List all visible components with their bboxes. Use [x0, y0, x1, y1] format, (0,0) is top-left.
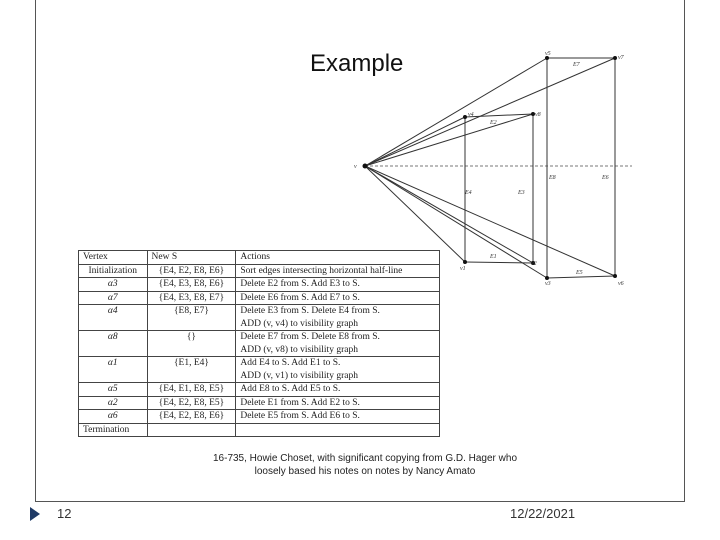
table-row-continued [79, 318, 440, 331]
cell-new-s: {E8, E7} [147, 305, 236, 318]
slide-caption [190, 452, 540, 478]
table-row-continued [79, 344, 440, 357]
cell-actions: ADD (v, v8) to visibility graph [236, 344, 440, 357]
edge-label: E4 [465, 190, 472, 196]
ray-line [365, 58, 615, 166]
vertex-label: v7 [618, 55, 624, 61]
cell-new-s: {E4, E1, E8, E5} [147, 383, 236, 397]
header-new-s: New S [147, 251, 236, 265]
cell-new-s: {E4, E3, E8, E6} [147, 278, 236, 292]
cell-new-s: {E4, E2, E8, E6} [147, 264, 236, 278]
ray-line [365, 166, 533, 263]
ray-line [365, 166, 465, 262]
table-row [79, 383, 440, 397]
cell-actions: Delete E3 from S. Delete E4 from S. [236, 305, 440, 318]
cell-new-s: {E4, E2, E8, E5} [147, 396, 236, 410]
page-number: 12 [57, 506, 72, 521]
table-row-continued [79, 370, 440, 383]
edge-label: E7 [573, 62, 580, 68]
cell-actions: ADD (v, v4) to visibility graph [236, 318, 440, 331]
ray-line [365, 117, 465, 166]
edge-line [465, 114, 533, 117]
cell-vertex: Termination [79, 423, 148, 437]
table-row [79, 278, 440, 292]
vertex-label: v4 [468, 112, 474, 118]
vertex-label: v1 [460, 266, 466, 272]
edge-label: E6 [602, 175, 609, 181]
cell-vertex: α4 [79, 305, 148, 318]
vertex-point [613, 56, 617, 60]
cell-vertex: α6 [79, 410, 148, 424]
cell-vertex: α7 [79, 291, 148, 305]
table-row [79, 264, 440, 278]
table-row [79, 331, 440, 344]
vertex-label: v [354, 164, 357, 170]
cell-empty [79, 344, 148, 357]
table-header-row [79, 251, 440, 265]
vertex-label: v2 [531, 261, 537, 267]
table-row [79, 357, 440, 370]
cell-actions [236, 423, 440, 437]
sweep-table [78, 250, 440, 437]
vertex-label: v6 [618, 281, 624, 287]
cell-empty [147, 370, 236, 383]
cell-vertex: α1 [79, 357, 148, 370]
cell-new-s: {E4, E2, E8, E6} [147, 410, 236, 424]
cell-vertex: α5 [79, 383, 148, 397]
table-row [79, 423, 440, 437]
edge-label: E1 [490, 254, 497, 260]
vertex-point [613, 274, 617, 278]
cell-new-s [147, 423, 236, 437]
slide-title: Example [310, 50, 404, 77]
cell-empty [79, 370, 148, 383]
edge-label: E2 [490, 120, 497, 126]
edge-label: E8 [549, 175, 556, 181]
edge-label: E3 [518, 190, 525, 196]
cell-vertex: Initialization [79, 264, 148, 278]
cell-vertex: α8 [79, 331, 148, 344]
cell-actions: Delete E2 from S. Add E3 to S. [236, 278, 440, 292]
cell-vertex: α3 [79, 278, 148, 292]
table-row [79, 410, 440, 424]
cell-vertex: α2 [79, 396, 148, 410]
cell-actions: Delete E6 from S. Add E7 to S. [236, 291, 440, 305]
cell-empty [79, 318, 148, 331]
cell-actions: Add E4 to S. Add E1 to S. [236, 357, 440, 370]
ray-line [365, 114, 533, 166]
edge-label: E5 [576, 270, 583, 276]
vertex-label: v5 [545, 51, 551, 57]
cell-actions: Delete E5 from S. Add E6 to S. [236, 410, 440, 424]
cell-new-s: {E4, E3, E8, E7} [147, 291, 236, 305]
cell-empty [147, 344, 236, 357]
table-row [79, 305, 440, 318]
vertex-point [363, 164, 368, 169]
cell-actions: ADD (v, v1) to visibility graph [236, 370, 440, 383]
edge-line [547, 276, 615, 278]
caption-line: 16-735, Howie Choset, with significant copying from G.D. Hager who [212, 453, 518, 464]
vertex-label: v3 [545, 281, 551, 287]
vertex-point [463, 115, 467, 119]
cell-new-s: {E1, E4} [147, 357, 236, 370]
cell-new-s: {} [147, 331, 236, 344]
table-row [79, 291, 440, 305]
table-row [79, 396, 440, 410]
slide-date: 12/22/2021 [510, 506, 576, 521]
cell-actions: Add E8 to S. Add E5 to S. [236, 383, 440, 397]
cell-empty [147, 318, 236, 331]
header-actions: Actions [236, 251, 440, 265]
cell-actions: Sort edges intersecting horizontal half-line [236, 264, 440, 278]
vertex-label: v8 [535, 112, 541, 118]
cell-actions: Delete E1 from S. Add E2 to S. [236, 396, 440, 410]
bullet-arrow-icon [30, 507, 40, 521]
header-vertex: Vertex [79, 251, 148, 265]
vertex-point [545, 276, 549, 280]
vertex-point [463, 260, 467, 264]
ray-line [365, 58, 547, 166]
caption-line: loosely based his notes on notes by Nancy Amato [254, 466, 476, 477]
cell-actions: Delete E7 from S. Delete E8 from S. [236, 331, 440, 344]
